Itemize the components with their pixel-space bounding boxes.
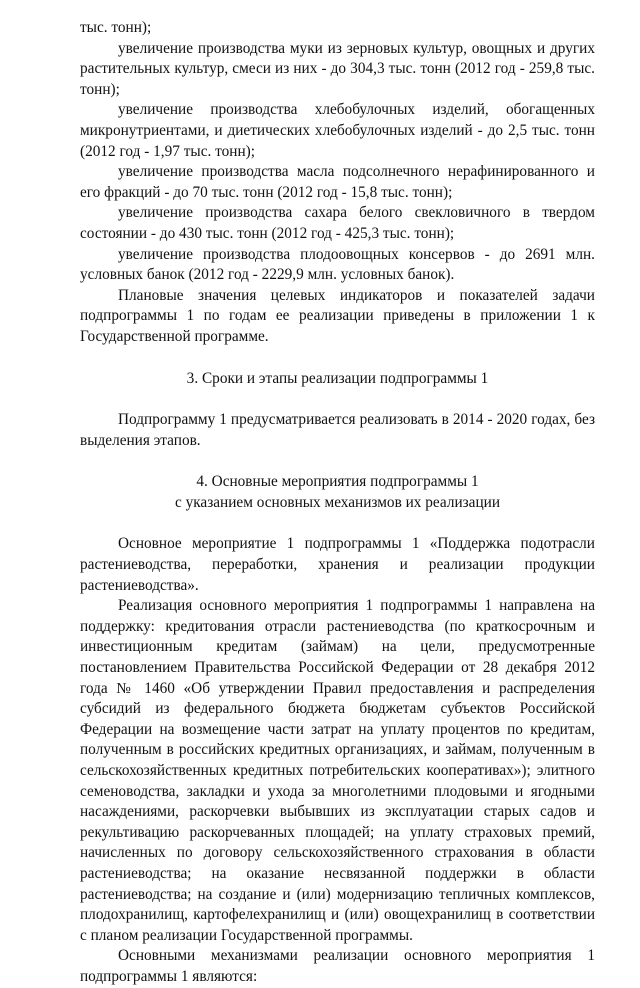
- section-4-heading-line1: 4. Основные мероприятия подпрограммы 1: [196, 473, 479, 491]
- section-4-main-activity: Основное мероприятие 1 подпрограммы 1 «Поддержка подотрасли растениеводства, переработки, хранения и реализации продукции растениеводства».: [80, 535, 595, 594]
- paragraph-canned-goods: увеличение производства плодоовощных консервов - до 2691 млн. условных банок (2012 год - 2229,9 млн. условных банок).: [80, 245, 595, 284]
- paragraph-continuation: тыс. тонн);: [80, 19, 152, 36]
- paragraph-sugar: увеличение производства сахара белого свекловичного в твердом состоянии - до 430 тыс. тонн (2012 год - 425,3 тыс. тонн);: [80, 204, 595, 242]
- paragraph-sunflower-oil: увеличение производства масла подсолнечного нерафинированного и его фракций - до 70 тыс. тонн (2012 год - 15,8 тыс. тонн);: [80, 163, 595, 201]
- section-3-heading: 3. Сроки и этапы реализации подпрограммы 1: [186, 369, 489, 387]
- section-4-heading-line2: с указанием основных механизмов их реализации: [174, 493, 501, 511]
- section-4-implementation: Реализация основного мероприятия 1 подпрограммы 1 направлена на поддержку: кредитования отрасли растениеводства (по краткосрочным и инвестиционным кредитам (займам) на цели, предусмотренные постановлением Правительства Российской Федерации от 28 декабря 2012 года № 1460 «Об утверждении Правил предоставления и распределения субсидий из федерального бюджета бюджетам субъектов Российской Федерации на возмещение части затрат на уплату процентов по кредитам, полученным в российских кредитных организациях, и займам, полученным в сельскохозяйственных кредитных потребительских кооперативах»); элитного семеноводства, закладки и ухода за многолетними плодовыми и ягодными насаждениями, раскорчевки выбывших из эксплуатации старых садов и рекультивацию раскорчеванных площадей; на уплату страховых премий, начисленных по договору сельскохозяйственного страхования в области растениеводства; на оказание несвязанной поддержки в области растениеводства; на создание и (или) модернизацию тепличных комплексов, плодохранилищ, картофелехранилищ и (или) овощехранилищ в соответствии с планом реализации Государственной программы.: [80, 597, 595, 944]
- paragraph-bakery-production: увеличение производства хлебобулочных изделий, обогащенных микронутриентами, и диетических хлебобулочных изделий - до 2,5 тыс. тонн (2012 год - 1,97 тыс. тонн);: [80, 101, 595, 160]
- paragraph-target-indicators: Плановые значения целевых индикаторов и показателей задачи подпрограммы 1 по годам ее реализации приведены в приложении 1 к Государственной программе.: [80, 286, 595, 345]
- section-4-mechanisms: Основными механизмами реализации основного мероприятия 1 подпрограммы 1 являются:: [80, 947, 595, 985]
- document-page: [80, 18, 595, 988]
- section-3-text: Подпрограмму 1 предусматривается реализовать в 2014 - 2020 годах, без выделения этапов.: [80, 411, 595, 449]
- paragraph-flour-production: увеличение производства муки из зерновых культур, овощных и других растительных культур, смеси из них - до 304,3 тыс. тонн (2012 год - 259,8 тыс. тонн);: [80, 39, 595, 98]
